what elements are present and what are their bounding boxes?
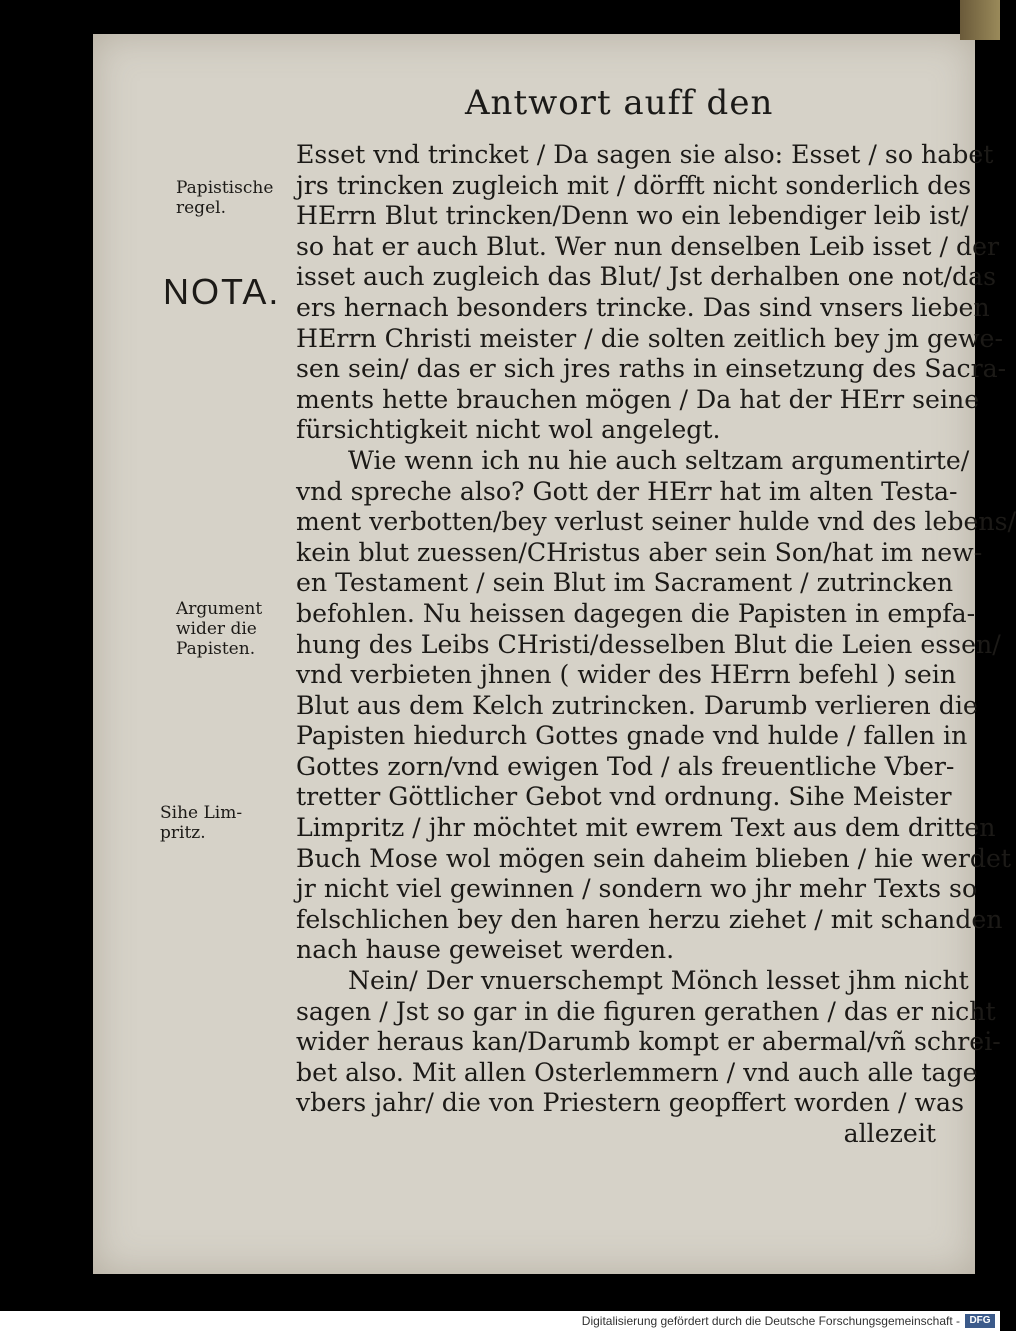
text-line: vnd spreche also? Gott der HErr hat im alten Testa- <box>296 476 958 506</box>
text-line: isset auch zugleich das Blut/ Jst derhalben one not/das <box>296 262 997 292</box>
marginal-note-nota: NOTA. <box>163 271 281 312</box>
text-line: fürsichtigkeit nicht wol angelegt. <box>296 415 721 445</box>
text-line: wider heraus kan/Darumb kompt er abermal/vñ schrei- <box>296 1027 1001 1057</box>
text-line: felschlichen bey den haren herzu ziehet / mit schanden <box>296 904 1003 934</box>
text-line: Gottes zorn/vnd ewigen Tod / als freuentliche Vber- <box>296 751 955 781</box>
text-line: tretter Göttlicher Gebot vnd ordnung. Sihe Meister <box>296 782 952 812</box>
text-line: HErrn Blut trincken/Denn wo ein lebendiger leib ist/ <box>296 201 969 231</box>
text-line: ers hernach besonders trincke. Das sind vnsers lieben <box>296 292 990 322</box>
funding-credit: Digitalisierung gefördert durch die Deutsche Forschungsgemeinschaft - <box>581 1314 960 1328</box>
text-line: jrs trincken zugleich mit / dörfft nicht sonderlich des <box>296 170 972 200</box>
text-line: Wie wenn ich nu hie auch seltzam argumentirte/ <box>348 445 970 475</box>
marginal-note-line: Papisten. <box>176 639 256 659</box>
marginal-note-papistische-regel <box>176 178 273 218</box>
text-line: Limpritz / jhr möchtet mit ewrem Text aus dem dritten <box>296 813 996 843</box>
text-line: hung des Leibs CHristi/desselben Blut die Leien essen/ <box>296 629 1001 659</box>
text-line: HErrn Christi meister / die solten zeitlich bey jm gewe- <box>296 323 1003 353</box>
text-line: Esset vnd trincket / Da sagen sie also: Esset / so habet <box>296 140 994 169</box>
catchword: allezeit <box>843 1119 936 1148</box>
text-line: so hat er auch Blut. Wer nun denselben Leib isset / der <box>296 231 1000 261</box>
main-text-block <box>296 140 1016 1150</box>
marginal-note-line: wider die <box>176 619 257 639</box>
text-line: befohlen. Nu heissen dagegen die Papisten in empfa- <box>296 598 976 628</box>
text-line: vbers jahr/ die von Priestern geopffert worden / was <box>296 1088 964 1118</box>
book-spine-edge <box>960 0 1000 40</box>
text-line: Blut aus dem Kelch zutrincken. Darumb verlieren die <box>296 690 978 720</box>
marginal-note-line: Sihe Lim- <box>160 803 243 823</box>
dfg-logo: DFG <box>965 1314 995 1328</box>
text-line: Papisten hiedurch Gottes gnade vnd hulde / fallen in <box>296 721 968 751</box>
text-line: bet also. Mit allen Osterlemmern / vnd auch alle tage <box>296 1057 978 1087</box>
marginal-note-line: regel. <box>176 198 226 218</box>
marginal-note-line: pritz. <box>160 823 206 843</box>
marginal-note-argument <box>176 599 262 659</box>
text-line: jr nicht viel gewinnen / sondern wo jhr mehr Texts so <box>296 874 978 904</box>
text-line: kein blut zuessen/CHristus aber sein Son/hat im new- <box>296 537 983 567</box>
text-line: ments hette brauchen mögen / Da hat der HErr seine <box>296 384 980 414</box>
text-line: Nein/ Der vnuerschempt Mönch lesset jhm nicht <box>348 966 969 996</box>
text-line: en Testament / sein Blut im Sacrament / zutrincken <box>296 568 954 598</box>
text-line: ment verbotten/bey verlust seiner hulde vnd des lebens/ <box>296 507 1016 537</box>
marginal-note-sihe-limpritz <box>160 803 242 843</box>
text-line: Buch Mose wol mögen sein daheim blieben / hie werdet <box>296 843 1012 873</box>
footer-bar <box>0 1311 1000 1331</box>
running-header: Antwort auff den <box>465 83 774 123</box>
text-line: sen sein/ das er sich jres raths in einsetzung des Sacra- <box>296 354 1007 384</box>
text-line: vnd verbieten jhnen ( wider des HErrn befehl ) sein <box>296 660 957 690</box>
marginal-note-line: Argument <box>176 599 263 619</box>
text-line: nach hause geweiset werden. <box>296 935 675 965</box>
marginal-note-line: Papistische <box>176 178 274 198</box>
text-line: sagen / Jst so gar in die figuren gerathen / das er nicht <box>296 996 996 1026</box>
